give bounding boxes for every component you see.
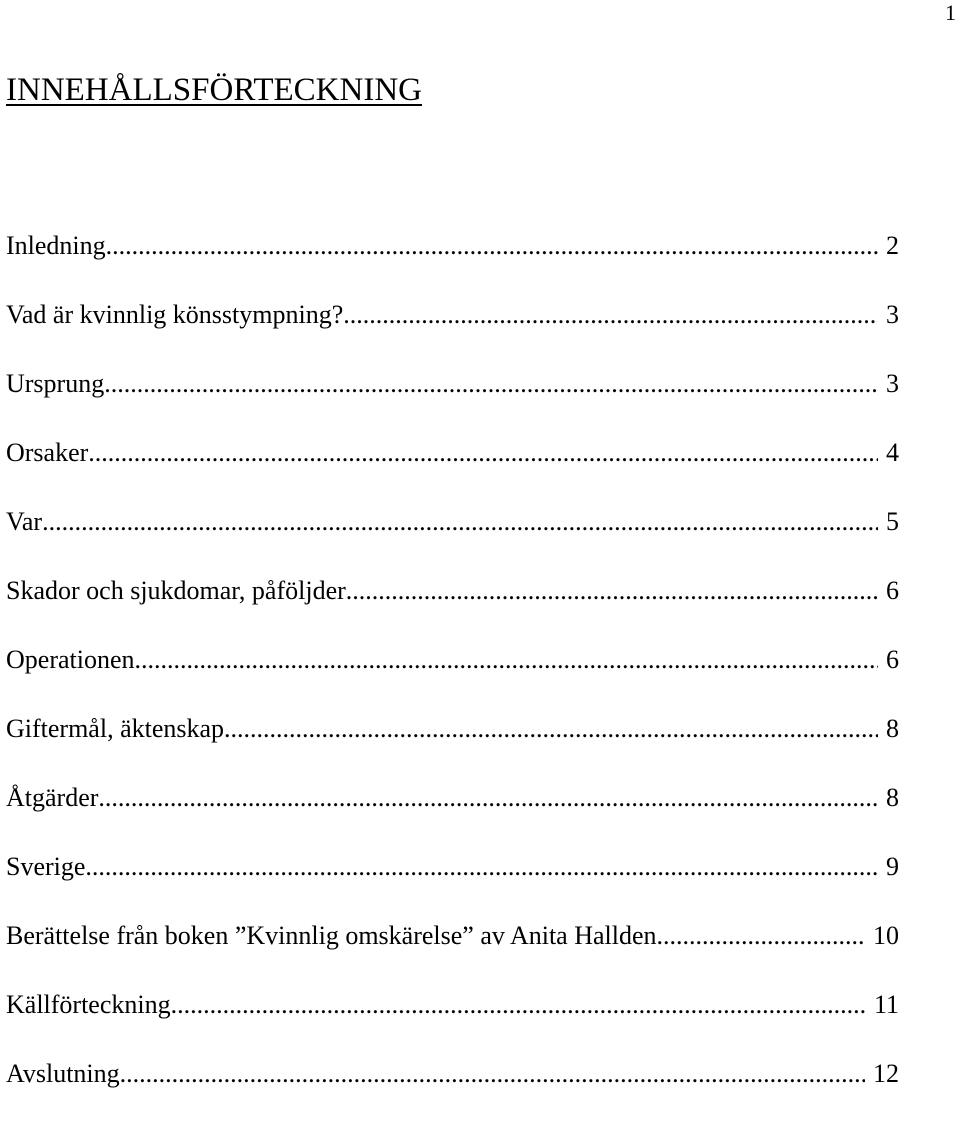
- toc-entry: [6, 709, 899, 778]
- toc-entry-page: 3: [886, 369, 899, 398]
- toc-entry-label: Var: [6, 507, 43, 536]
- toc-entry-label: Ursprung: [6, 369, 105, 398]
- toc-entry: [6, 226, 899, 295]
- toc-entry-page: 9: [886, 852, 899, 881]
- toc-entry-label: Skador och sjukdomar, påföljder: [6, 576, 346, 605]
- toc-entry-page: 4: [886, 438, 899, 467]
- toc-entry-page: 5: [886, 507, 899, 536]
- toc-entry: [6, 1054, 899, 1123]
- toc-entry-label: Inledning: [6, 231, 106, 260]
- toc-entry: [6, 640, 899, 709]
- toc-entry-label: Åtgärder: [6, 783, 99, 812]
- toc-entry: [6, 433, 899, 502]
- toc-dot-leader: [104, 364, 878, 404]
- toc-entry-label: Sverige: [6, 852, 86, 881]
- toc-dot-leader: [343, 295, 878, 335]
- toc-list: [6, 226, 899, 1123]
- toc-dot-leader: [120, 1054, 865, 1094]
- toc-entry-page: 6: [886, 576, 899, 605]
- toc-entry-page: 8: [886, 714, 899, 743]
- toc-entry-label: Avslutning: [6, 1059, 120, 1088]
- toc-entry-label: Orsaker: [6, 438, 89, 467]
- toc-dot-leader: [346, 571, 878, 611]
- toc-dot-leader: [42, 502, 878, 542]
- toc-dot-leader: [88, 433, 878, 473]
- toc-entry: [6, 847, 899, 916]
- toc-entry-page: 12: [873, 1059, 899, 1088]
- toc-entry-page: 6: [886, 645, 899, 674]
- toc-entry-page: 10: [873, 921, 899, 950]
- toc-dot-leader: [135, 640, 878, 680]
- toc-entry-page: 2: [886, 231, 899, 260]
- toc-entry: [6, 778, 899, 847]
- toc-entry: [6, 916, 899, 985]
- toc-entry-page: 3: [886, 300, 899, 329]
- toc-entry-label: Operationen: [6, 645, 135, 674]
- toc-entry: [6, 571, 899, 640]
- toc-entry-page: 8: [886, 783, 899, 812]
- toc-entry-label: Källförteckning: [6, 990, 171, 1019]
- toc-dot-leader: [85, 847, 878, 887]
- toc-dot-leader: [657, 916, 865, 956]
- toc-entry-label: Vad är kvinnlig könsstympning?: [6, 300, 344, 329]
- toc-dot-leader: [171, 985, 866, 1025]
- toc-entry: [6, 364, 899, 433]
- page-number: 1: [945, 0, 956, 25]
- toc-dot-leader: [224, 709, 878, 749]
- toc-entry-label: Berättelse från boken ”Kvinnlig omskärelse” av Anita Hallden: [6, 921, 657, 950]
- toc-entry-label: Giftermål, äktenskap: [6, 714, 225, 743]
- toc-dot-leader: [98, 778, 878, 818]
- toc-entry: [6, 502, 899, 571]
- toc-entry: [6, 985, 899, 1054]
- toc-entry-page: 11: [873, 990, 899, 1019]
- toc-entry: [6, 295, 899, 364]
- toc-dot-leader: [106, 226, 878, 266]
- toc-title: INNEHÅLLSFÖRTECKNING: [6, 72, 422, 108]
